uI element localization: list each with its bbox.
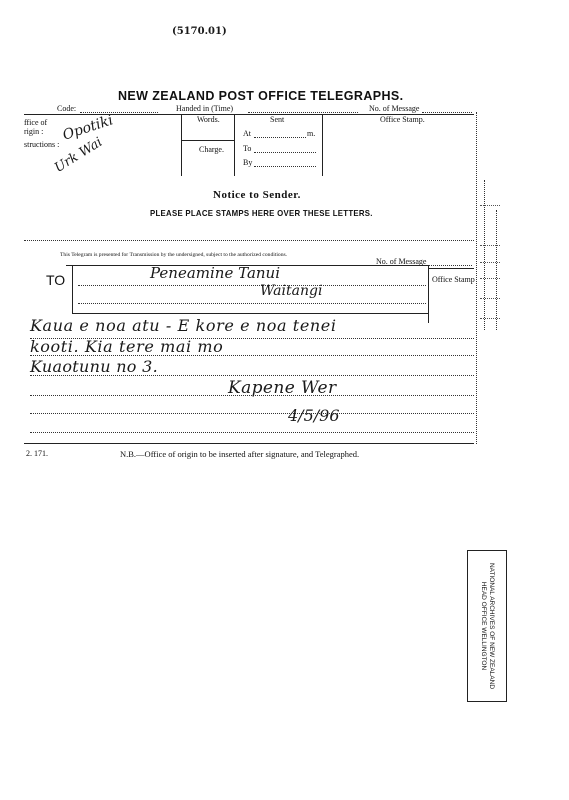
date: 4/5/96 <box>288 406 340 425</box>
reference-number: (5170.01) <box>172 26 227 37</box>
archive-stamp-text <box>479 563 495 689</box>
form-number: 2. 171. <box>26 449 48 458</box>
to-label-small: To <box>243 144 252 153</box>
to-label: TO <box>46 272 66 288</box>
signature: Kapene Wer <box>228 378 337 398</box>
instructions-handwriting: Urk Wai <box>52 134 106 176</box>
message-line-3: Kuaotunu no 3. <box>30 357 158 376</box>
archive-stamp-line-1: NATIONAL ARCHIVES OF NEW ZEALAND <box>488 562 495 690</box>
footer-note: N.B.—Office of origin to be inserted after signature, and Telegraphed. <box>120 449 360 459</box>
addressee-place: Waitangi <box>260 283 323 299</box>
code-label: Code: <box>57 104 77 113</box>
at-label: At <box>243 129 251 138</box>
form-title: NEW ZEALAND POST OFFICE TELEGRAPHS. <box>118 89 404 103</box>
origin-handwriting: Opotiki <box>60 112 116 144</box>
sent-label: Sent <box>270 115 285 124</box>
stamps-instruction: PLEASE PLACE STAMPS HERE OVER THESE LETTERS. <box>150 208 373 218</box>
office-stamp-label-bottom: Office Stamp <box>432 275 475 284</box>
addressee-name: Peneamine Tanui <box>150 264 281 282</box>
conditions-text: This Telegram is presented for Transmission by the undersigned, subject to the authorized conditions. <box>60 252 288 258</box>
office-of-origin-label: ffice of <box>24 118 48 127</box>
archive-stamp <box>467 550 507 702</box>
archive-stamp-line-2: HEAD OFFICE WELLINGTON <box>480 581 487 671</box>
words-label: Words. <box>197 115 220 124</box>
handed-in-label: Handed in (Time) <box>176 104 234 113</box>
office-of-origin-label-2: rigin : <box>24 127 44 136</box>
message-line-1: Kaua e noa atu - E kore e noa tenei <box>30 316 337 335</box>
instructions-label: structions : <box>24 140 60 149</box>
by-label: By <box>243 158 253 167</box>
notice-heading: Notice to Sender. <box>213 189 301 201</box>
message-line-2: kooti. Kia tere mai mo <box>30 337 224 356</box>
no-of-message-label-2: No. of Message <box>376 257 427 266</box>
m-label: m. <box>307 129 316 138</box>
charge-label: Charge. <box>199 145 224 154</box>
office-stamp-label-top: Office Stamp. <box>380 115 425 124</box>
no-of-message-label: No. of Message <box>369 104 420 113</box>
